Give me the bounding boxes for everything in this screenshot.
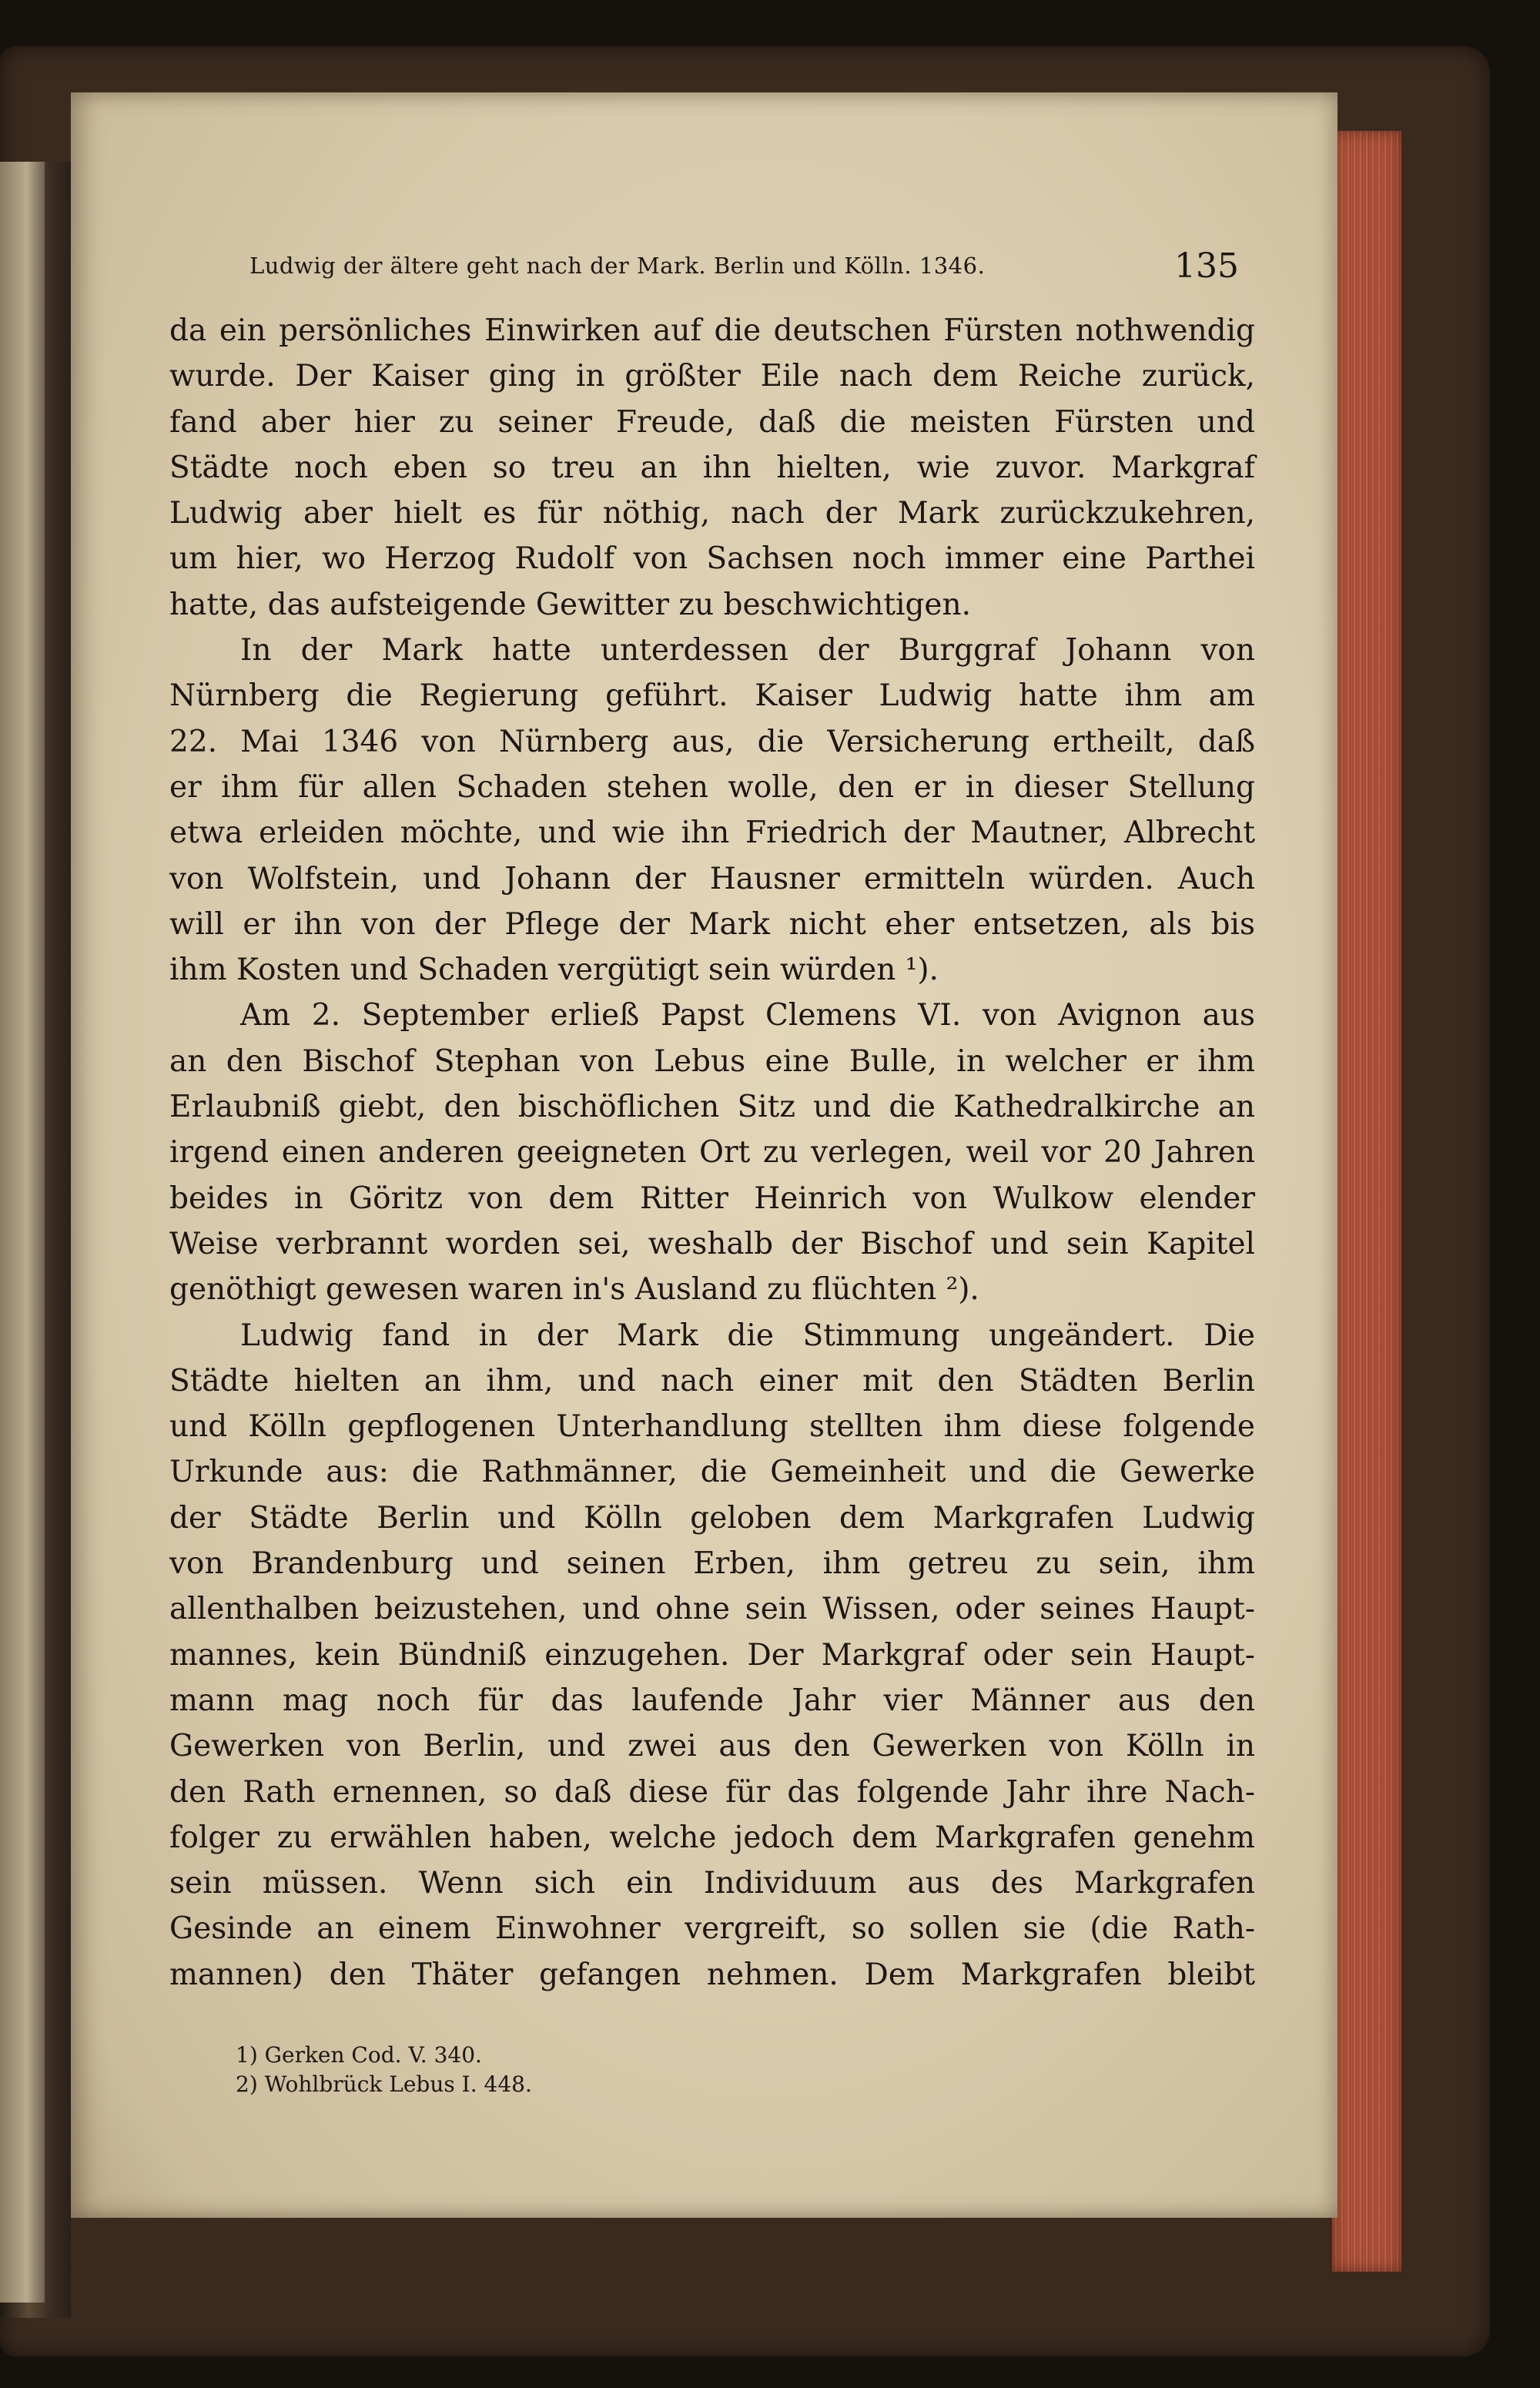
text-line: da ein persönliches Einwirken auf die deutschen Fürsten nothwendig: [169, 313, 1255, 348]
text-line: an den Bischof Stephan von Lebus eine Bulle, in welcher er ihm: [169, 1043, 1255, 1079]
text-line: 22. Mai 1346 von Nürnberg aus, die Versicherung ertheilt, daß: [169, 724, 1255, 759]
text-line: wurde. Der Kaiser ging in größter Eile nach dem Reiche zurück,: [169, 359, 1255, 394]
text-line: mannen) den Thäter gefangen nehmen. Dem Markgrafen bleibt: [169, 1957, 1255, 1992]
text-line: hatte, das aufsteigende Gewitter zu beschwichtigen.: [169, 587, 972, 622]
page-edges: [1332, 131, 1401, 2272]
text-line: Nürnberg die Regierung geführt. Kaiser Ludwig hatte ihm am: [169, 678, 1255, 714]
text-line: fand aber hier zu seiner Freude, daß die meisten Fürsten und: [169, 404, 1255, 440]
page-number: 135: [1174, 246, 1239, 286]
text-line: Erlaubniß giebt, den bischöflichen Sitz und die Kathedralkirche an: [169, 1090, 1255, 1125]
book-page: [71, 92, 1337, 2218]
text-line: um hier, wo Herzog Rudolf von Sachsen noch immer eine Parthei: [169, 541, 1255, 577]
text-line: Gesinde an einem Einwohner vergreift, so sollen sie (die Rath-: [169, 1911, 1255, 1947]
text-line: will er ihn von der Pflege der Mark nicht eher entsetzen, als bis: [169, 906, 1255, 942]
text-line: mann mag noch für das laufende Jahr vier Männer aus den: [169, 1683, 1255, 1718]
text-line: beides in Göritz von dem Ritter Heinrich von Wulkow elender: [169, 1181, 1255, 1216]
running-title: Ludwig der ältere geht nach der Mark. Berlin und Kölln. 1346.: [249, 253, 986, 279]
text-line: Urkunde aus: die Rathmänner, die Gemeinheit und die Gewerke: [169, 1455, 1255, 1490]
left-page-edge: [0, 162, 45, 2303]
text-line: mannes, kein Bündniß einzugehen. Der Markgraf oder sein Haupt-: [169, 1637, 1255, 1673]
text-line: genöthigt gewesen waren in's Ausland zu flüchten ²).: [169, 1272, 979, 1308]
running-head: [249, 246, 1239, 293]
text-line: ihm Kosten und Schaden vergütigt sein würden ¹).: [169, 953, 939, 988]
text-line: Ludwig aber hielt es für nöthig, nach der Mark zurückzukehren,: [169, 496, 1255, 531]
text-line: In der Mark hatte unterdessen der Burggraf Johann von: [240, 633, 1255, 668]
text-line: irgend einen anderen geeigneten Ort zu verlegen, weil vor 20 Jahren: [169, 1135, 1255, 1171]
text-line: den Rath ernennen, so daß diese für das folgende Jahr ihre Nach-: [169, 1774, 1255, 1810]
body-text: [169, 308, 1255, 1998]
text-line: Städte hielten an ihm, und nach einer mit den Städten Berlin: [169, 1363, 1255, 1398]
text-line: der Städte Berlin und Kölln geloben dem Markgrafen Ludwig: [169, 1500, 1255, 1536]
text-line: von Brandenburg und seinen Erben, ihm getreu zu sein, ihm: [169, 1546, 1255, 1582]
text-line: Ludwig fand in der Mark die Stimmung ungeändert. Die: [240, 1318, 1255, 1353]
footnotes: [236, 2041, 929, 2099]
text-line: Weise verbrannt worden sei, weshalb der Bischof und sein Kapitel: [169, 1226, 1255, 1261]
text-line: folger zu erwählen haben, welche jedoch dem Markgrafen genehm: [169, 1820, 1255, 1855]
text-line: allenthalben beizustehen, und ohne sein Wissen, oder seines Haupt-: [169, 1592, 1255, 1627]
footnote: 2) Wohlbrück Lebus I. 448.: [236, 2071, 532, 2097]
text-line: Städte noch eben so treu an ihn hielten, wie zuvor. Markgraf: [169, 450, 1255, 485]
text-line: etwa erleiden möchte, und wie ihn Friedrich der Mautner, Albrecht: [169, 816, 1255, 851]
footnote: 1) Gerken Cod. V. 340.: [236, 2042, 482, 2068]
text-line: Am 2. September erließ Papst Clemens VI. von Avignon aus: [240, 998, 1255, 1033]
text-line: und Kölln gepflogenen Unterhandlung stellten ihm diese folgende: [169, 1409, 1255, 1445]
text-line: von Wolfstein, und Johann der Hausner ermitteln würden. Auch: [169, 861, 1255, 896]
text-line: Gewerken von Berlin, und zwei aus den Gewerken von Kölln in: [169, 1729, 1255, 1764]
text-line: sein müssen. Wenn sich ein Individuum aus des Markgrafen: [169, 1866, 1255, 1901]
text-line: er ihm für allen Schaden stehen wolle, den er in dieser Stellung: [169, 769, 1255, 805]
